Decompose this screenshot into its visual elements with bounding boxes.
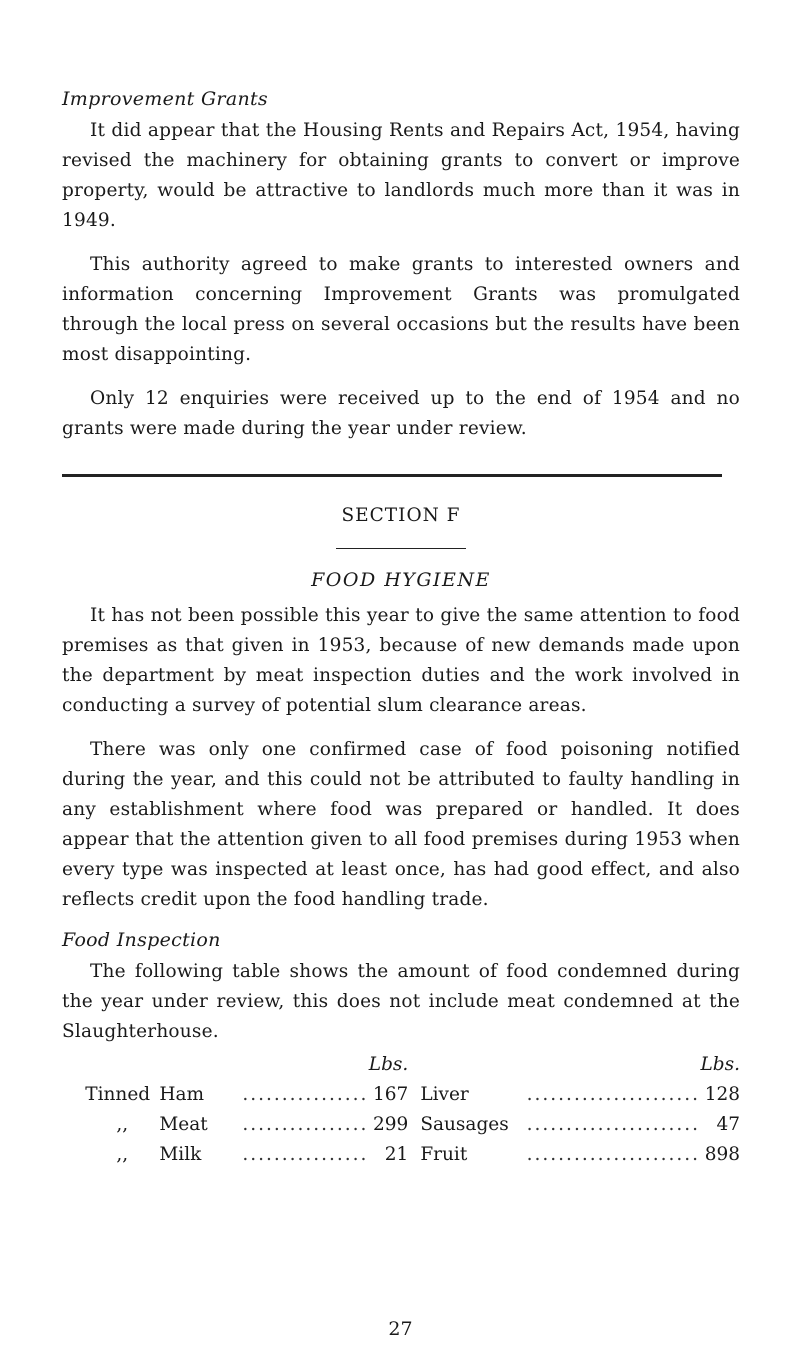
food-hygiene-paragraph-1: It has not been possible this year to give the same attention to food premises as that given in 1953, because of new demands made upon the department by meat inspection duties and the work involved in conducting a survey of potential slum clearance areas. [62, 605, 740, 716]
row-item: Milk [159, 1143, 202, 1165]
leader-dots: ...................... [526, 1113, 701, 1135]
unit-header-col1: Lbs. [368, 1053, 409, 1075]
food-inspection-paragraph: The following table shows the amount of food condemned during the year under review, this does not include meat condemned at the Slaughterhouse. [62, 961, 740, 1042]
row-item2: Sausages [420, 1113, 509, 1135]
row-lbs2: 47 [716, 1113, 740, 1135]
row-item2: Liver [420, 1083, 469, 1105]
table-row [62, 1139, 740, 1169]
row-lbs: 167 [373, 1083, 409, 1105]
food-inspection-heading: Food Inspection [62, 929, 221, 951]
leader-dots: ...................... [526, 1143, 701, 1165]
row-item: Meat [159, 1113, 208, 1135]
food-hygiene-paragraph-2: There was only one confirmed case of food poisoning notified during the year, and this could not be attributed to faulty handling in any establishment where food was prepared or handled. It does appear that the attention given to all food premises during 1953 when every type was inspected at least once, has had good effect, and also reflects credit upon the food handling trade. [62, 739, 740, 910]
section-title-underline [336, 548, 466, 549]
table-header-row [62, 1049, 740, 1079]
row-prefix: ,, [116, 1143, 129, 1165]
food-hygiene-heading: FOOD HYGIENE [311, 569, 491, 591]
row-item: Ham [159, 1083, 205, 1105]
page-number: 27 [388, 1318, 413, 1340]
row-prefix: ,, [116, 1113, 129, 1135]
improvement-paragraph-1: It did appear that the Housing Rents and Repairs Act, 1954, having revised the machinery for obtaining grants to convert or improve property, would be attractive to landlords much more than it was in 1949. [62, 120, 740, 231]
row-lbs2: 128 [704, 1083, 740, 1105]
leader-dots: ................ [242, 1083, 369, 1105]
document-page [62, 88, 740, 1169]
unit-header-col2: Lbs. [700, 1053, 740, 1075]
section-title: SECTION F [341, 505, 461, 526]
leader-dots: ................ [242, 1113, 369, 1135]
improvement-grants-heading: Improvement Grants [62, 88, 268, 110]
leader-dots: ................ [242, 1143, 369, 1165]
table-row [62, 1079, 740, 1109]
table-row [62, 1109, 740, 1139]
row-prefix: Tinned [85, 1083, 151, 1105]
row-lbs: 21 [384, 1143, 409, 1165]
row-lbs2: 898 [704, 1143, 740, 1165]
row-item2: Fruit [420, 1143, 468, 1165]
food-condemned-table [62, 1049, 740, 1169]
improvement-paragraph-2: This authority agreed to make grants to interested owners and information concerning Improvement Grants was promulgated through the local press on several occasions but the results have been most disappointing. [62, 254, 740, 365]
row-lbs: 299 [373, 1113, 409, 1135]
leader-dots: ...................... [526, 1083, 701, 1105]
improvement-paragraph-3: Only 12 enquiries were received up to the end of 1954 and no grants were made during the year under review. [62, 388, 740, 439]
section-divider [62, 474, 722, 477]
